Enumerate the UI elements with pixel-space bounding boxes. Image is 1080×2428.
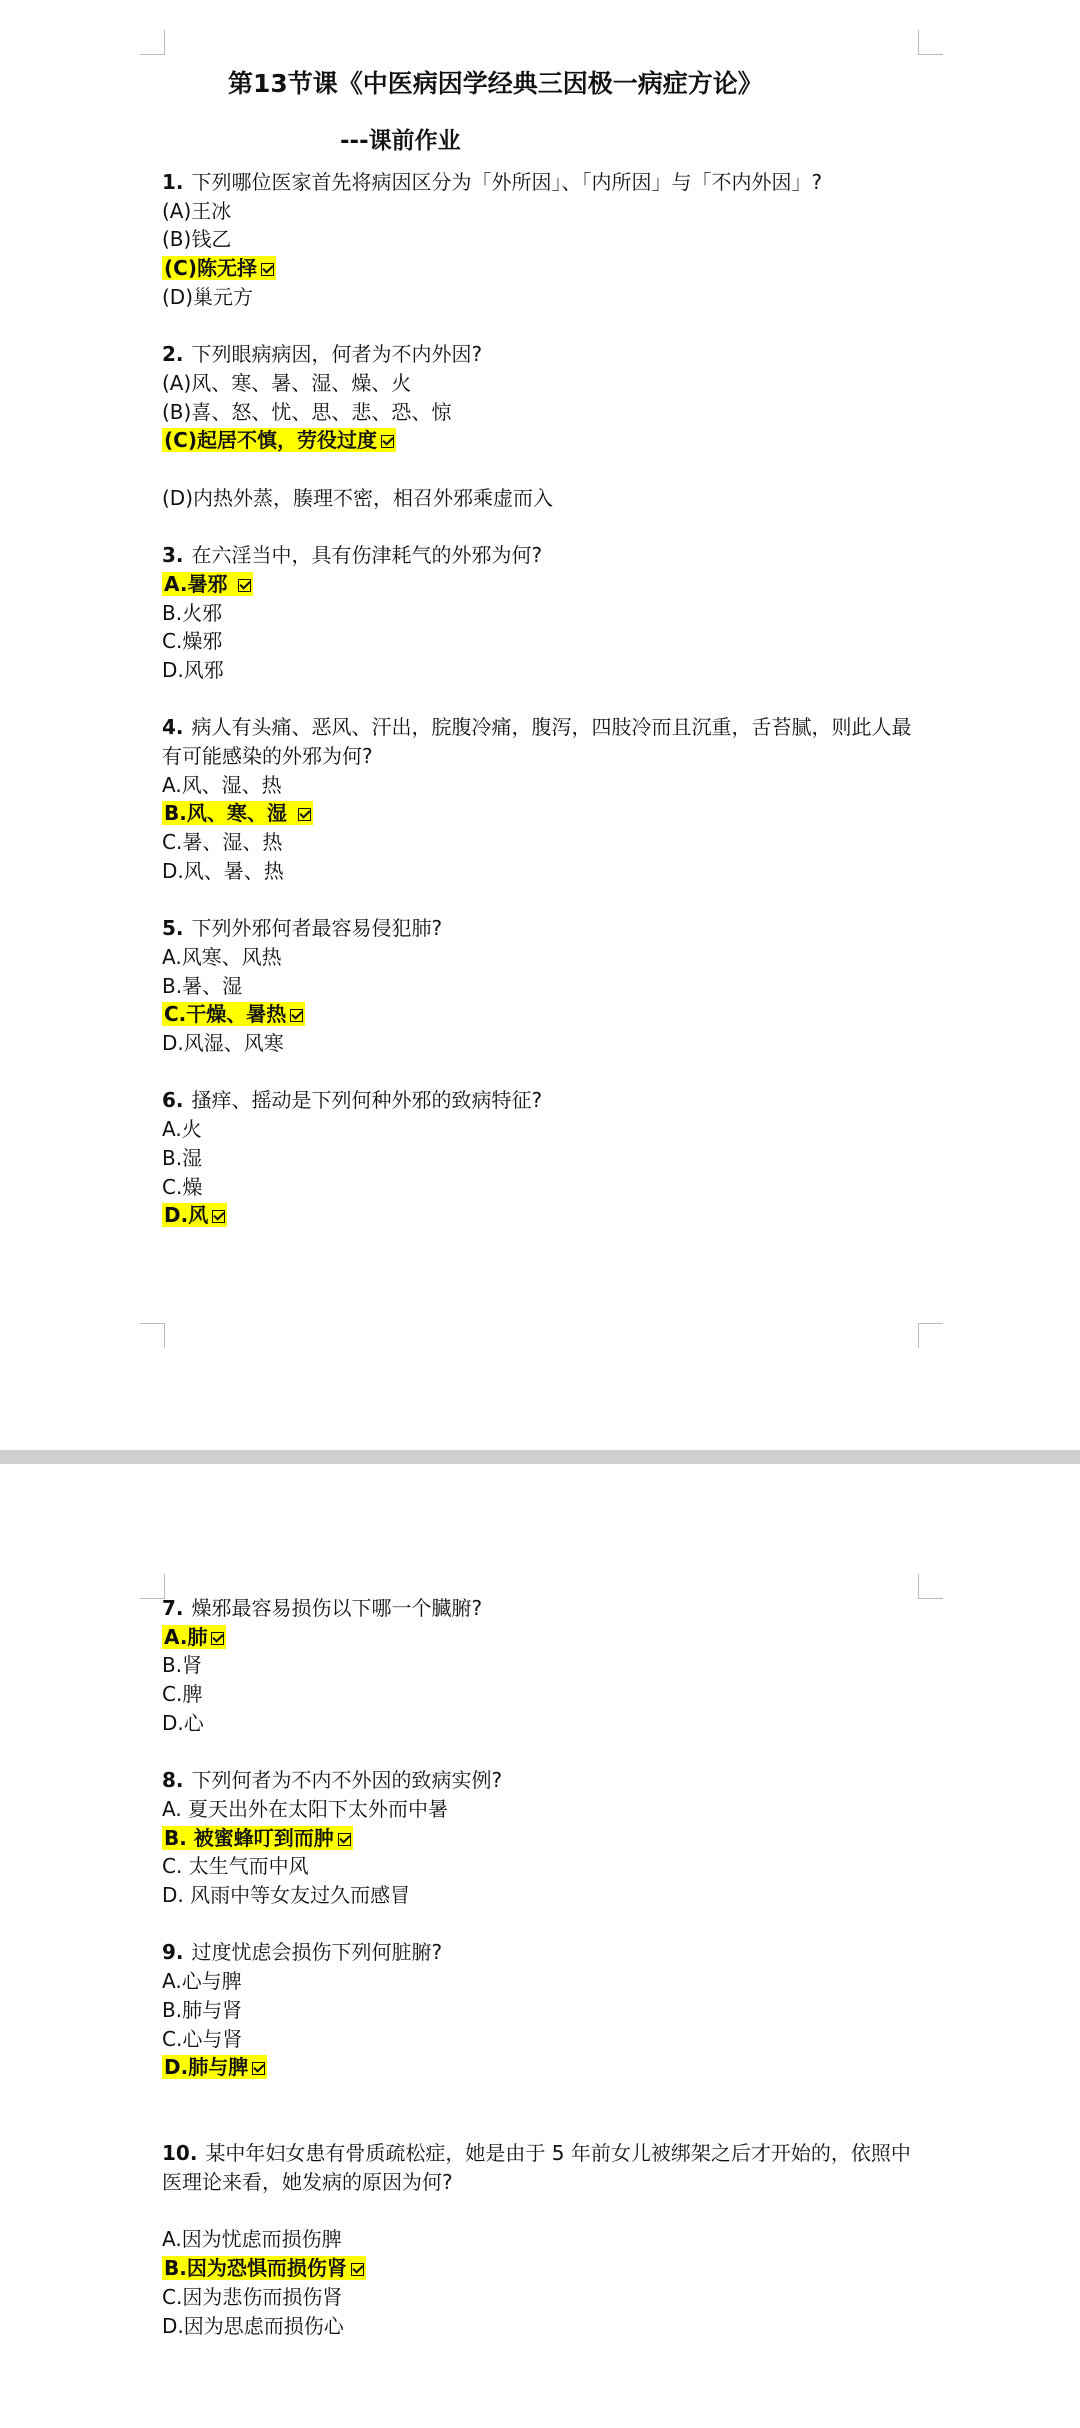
option: A.因为忧虑而损伤脾 <box>162 2227 342 2252</box>
question-text: 5. 下列外邪何者最容易侵犯肺? <box>162 916 443 941</box>
option: A.心与脾 <box>162 1969 242 1994</box>
answer-highlight: C.干燥、暑热 <box>162 1002 305 1026</box>
question-text: 1. 下列哪位医家首先将病因区分为「外所因」、「内所因」与「不内外因」? <box>162 170 823 194</box>
option: C.脾 <box>162 1682 203 1707</box>
question-3 <box>162 541 922 685</box>
answer-highlight: D.肺与脾 <box>162 2055 267 2079</box>
question-text: 9. 过度忧虑会损伤下列何脏腑? <box>162 1940 443 1965</box>
option: C. 太生气而中风 <box>162 1854 309 1879</box>
option-correct <box>162 1000 922 1029</box>
option: A.火 <box>162 1117 202 1142</box>
option: (D)巢元方 <box>162 284 254 309</box>
checked-box-icon <box>238 579 251 592</box>
answer-highlight: D.风 <box>162 1203 227 1227</box>
option-correct <box>162 1824 922 1853</box>
checked-box-icon <box>252 2062 265 2075</box>
option: C.燥 <box>162 1174 203 1199</box>
option: D.因为思虑而损伤心 <box>162 2313 344 2338</box>
question-1 <box>162 168 922 312</box>
question-7 <box>162 1594 922 1738</box>
option: B.肺与肾 <box>162 1997 243 2022</box>
question-text: 10. 某中年妇女患有骨质疏松症，她是由于 5 年前女儿被绑架之后才开始的，依照中医理论来看，她发病的原因为何? <box>162 2141 911 2195</box>
option: D.风、暑、热 <box>162 858 284 883</box>
option: (B)喜、怒、忧、思、悲、恐、惊 <box>162 399 452 424</box>
option: C.燥邪 <box>162 629 223 654</box>
option: (D)内热外蒸，腠理不密，相召外邪乘虚而入 <box>162 485 554 510</box>
answer-highlight: A.肺 <box>162 1625 226 1649</box>
question-number: 3. <box>162 543 184 568</box>
checked-box-icon <box>381 435 394 448</box>
question-2 <box>162 340 922 512</box>
question-number: 6. <box>162 1088 184 1113</box>
checked-box-icon <box>298 808 311 821</box>
question-text: 3. 在六淫当中，具有伤津耗气的外邪为何? <box>162 543 543 568</box>
document-page-2 <box>0 1464 1080 2428</box>
question-number: 5. <box>162 916 184 941</box>
checked-box-icon <box>211 1632 224 1645</box>
option: A.风、湿、热 <box>162 772 282 797</box>
document-title: 第13节课《中医病因学经典三因极一病症方论》 <box>228 69 763 98</box>
option-correct <box>162 1623 922 1652</box>
option: (B)钱乙 <box>162 227 232 252</box>
option: C.心与肾 <box>162 2026 243 2051</box>
answer-highlight: B. 被蜜蜂叮到而肿 <box>162 1826 353 1850</box>
question-number: 2. <box>162 342 184 367</box>
question-number: 10. <box>162 2141 198 2166</box>
answer-highlight: (C)起居不慎，劳役过度 <box>162 428 396 452</box>
question-6 <box>162 1086 922 1230</box>
answer-highlight: B.风、寒、湿 <box>162 801 313 825</box>
questions-block-page-2 <box>162 1594 922 2340</box>
question-4 <box>162 713 922 885</box>
questions-block-page-1 <box>162 168 922 1230</box>
question-number: 9. <box>162 1940 184 1965</box>
question-5 <box>162 914 922 1058</box>
question-number: 1. <box>162 170 184 194</box>
page-corner-mark <box>918 30 943 55</box>
page-separator <box>0 1450 1080 1464</box>
option: A. 夏天出外在太阳下太外而中暑 <box>162 1796 449 1821</box>
option-correct <box>162 1201 922 1230</box>
question-text: 7. 燥邪最容易损伤以下哪一个臓腑? <box>162 1596 483 1620</box>
question-text: 8. 下列何者为不内不外因的致病实例? <box>162 1768 503 1793</box>
checked-box-icon <box>290 1009 303 1022</box>
option-correct <box>162 254 922 283</box>
page-corner-mark <box>140 1323 165 1348</box>
option-correct <box>162 799 922 828</box>
question-number: 4. <box>162 715 184 740</box>
answer-highlight: (C)陈无择 <box>162 256 276 280</box>
document-subtitle: ---课前作业 <box>340 128 461 154</box>
option-correct <box>162 2053 922 2082</box>
option: B.火邪 <box>162 600 223 625</box>
checked-box-icon <box>212 1210 225 1223</box>
option-correct <box>162 426 922 455</box>
option: D.风湿、风寒 <box>162 1031 284 1056</box>
option: D.风邪 <box>162 657 224 682</box>
option: D.心 <box>162 1710 204 1735</box>
option: (A)王冰 <box>162 198 232 223</box>
question-number: 7. <box>162 1596 184 1620</box>
option: B.肾 <box>162 1653 203 1678</box>
page-corner-mark <box>140 30 165 55</box>
question-8 <box>162 1766 922 1910</box>
question-10 <box>162 2139 922 2340</box>
question-number: 8. <box>162 1768 184 1793</box>
question-9 <box>162 1938 922 2082</box>
checked-box-icon <box>338 1833 351 1846</box>
question-text: 4. 病人有头痛、恶风、汗出，脘腹冷痛，腹泻，四肢冷而且沉重，舌苔腻，则此人最有可能感染的外邪为何? <box>162 715 912 768</box>
option: B.暑、湿 <box>162 973 243 998</box>
checked-box-icon <box>351 2263 364 2276</box>
option: B.湿 <box>162 1145 203 1170</box>
option: A.风寒、风热 <box>162 944 282 969</box>
page-corner-mark <box>918 1323 943 1348</box>
option: D. 风雨中等女友过久而感冒 <box>162 1883 411 1908</box>
answer-highlight: A.暑邪 <box>162 572 253 596</box>
option-correct <box>162 2254 922 2283</box>
checked-box-icon <box>261 263 274 276</box>
answer-highlight: B.因为恐惧而损伤肾 <box>162 2256 366 2280</box>
option-correct <box>162 570 922 599</box>
question-text: 2. 下列眼病病因，何者为不内外因? <box>162 342 483 367</box>
option: C.因为悲伤而损伤肾 <box>162 2284 343 2309</box>
question-text: 6. 搔痒、摇动是下列何种外邪的致病特征? <box>162 1088 543 1113</box>
option: C.暑、湿、热 <box>162 830 283 855</box>
option: (A)风、寒、暑、湿、燥、火 <box>162 370 412 395</box>
